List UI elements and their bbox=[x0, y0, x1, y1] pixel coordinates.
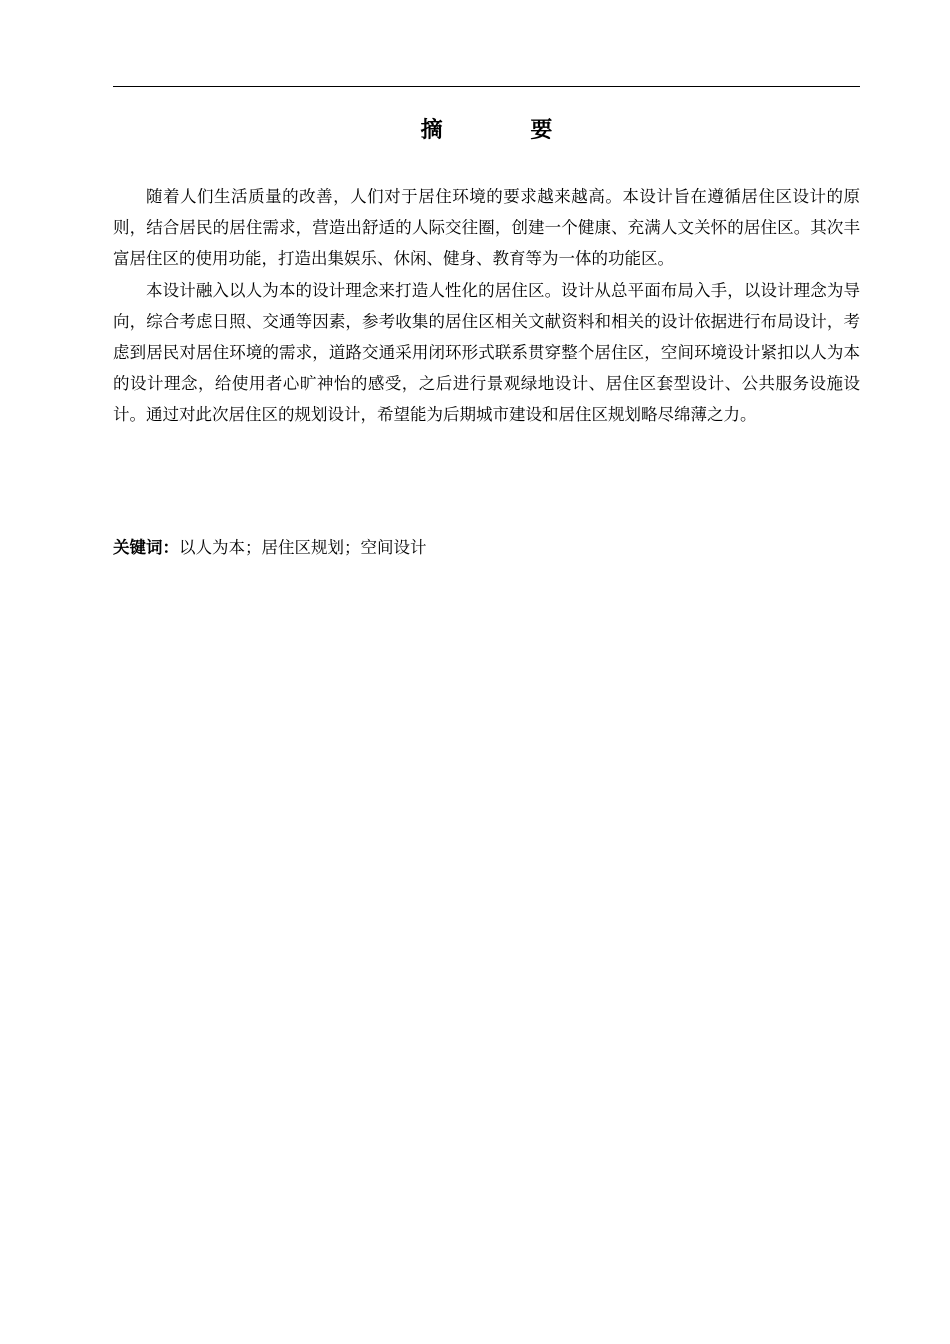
abstract-body bbox=[113, 181, 860, 431]
keywords-line bbox=[113, 533, 860, 563]
header-rule bbox=[113, 86, 860, 87]
abstract-paragraph-1: 随着人们生活质量的改善，人们对于居住环境的要求越来越高。本设计旨在遵循居住区设计的原则，结合居民的居住需求，营造出舒适的人际交往圈，创建一个健康、充满人文关怀的居住区。其次丰富居住区的使用功能，打造出集娱乐、休闲、健身、教育等为一体的功能区。 bbox=[113, 187, 860, 269]
keywords-label: 关键词： bbox=[113, 538, 179, 557]
abstract-title: 摘 要 bbox=[420, 118, 593, 143]
abstract-paragraph-2: 本设计融入以人为本的设计理念来打造人性化的居住区。设计从总平面布局入手，以设计理念为导向，综合考虑日照、交通等因素，参考收集的居住区相关文献资料和相关的设计依据进行布局设计，考虑到居民对居住环境的需求，道路交通采用闭环形式联系贯穿整个居住区，空间环境设计紧扣以人为本的设计理念，给使用者心旷神怡的感受，之后进行景观绿地设计、居住区套型设计、公共服务设施设计。通过对此次居住区的规划设计，希望能为后期城市建设和居住区规划略尽绵薄之力。 bbox=[113, 280, 860, 425]
keywords-value: 以人为本；居住区规划；空间设计 bbox=[179, 538, 427, 557]
